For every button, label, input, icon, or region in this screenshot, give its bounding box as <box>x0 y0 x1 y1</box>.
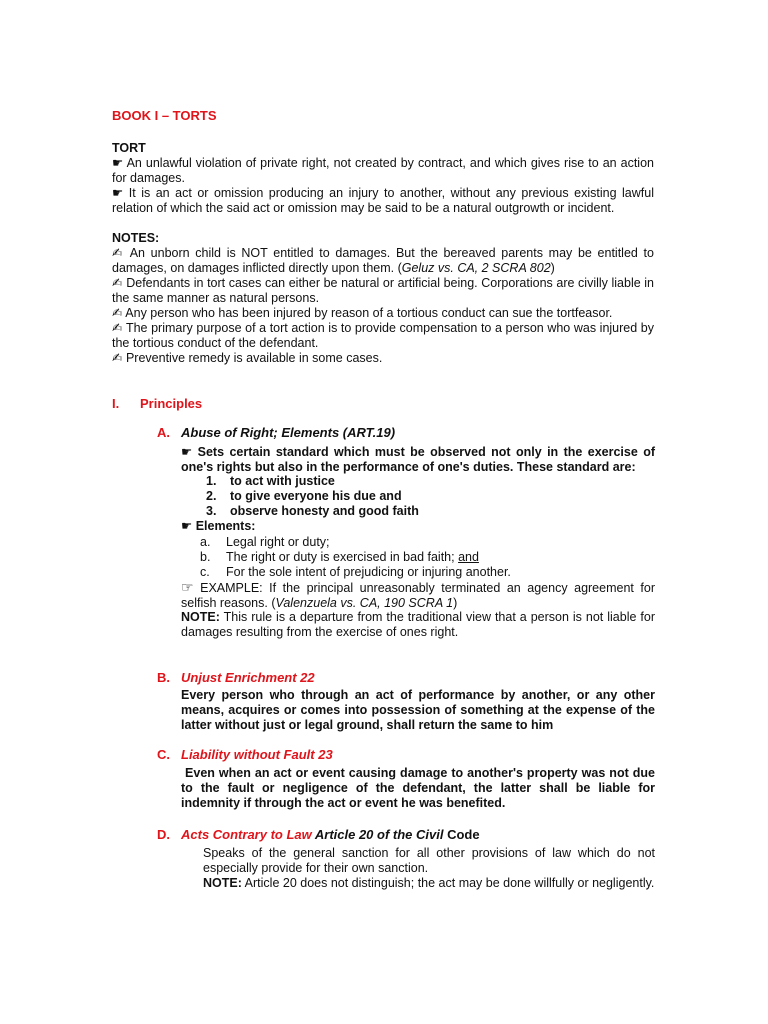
standards-intro: Sets certain standard which must be observed not only in the exercise of one's rights but also in the performance of one's duties. These standard are: <box>181 445 655 474</box>
section-d-note <box>203 876 655 891</box>
section-c-title <box>157 747 333 762</box>
elements-list <box>200 535 511 580</box>
section-c-body: Even when an act or event causing damage to another's property was not due to the fault or negligence of the defendant, the latter shall be liable for indemnity if through the act or event he was benefited. <box>181 766 655 810</box>
writing-hand-icon: ✍ <box>112 246 125 260</box>
example-block: ☞ EXAMPLE: If the principal unreasonably terminated an agency agreement for selfish reasons. (Valenzuela vs. CA, 190 SCRA 1) <box>181 579 655 610</box>
section-letter: D. <box>157 827 170 842</box>
principles-heading <box>112 396 202 411</box>
section-letter: C. <box>157 747 170 762</box>
pointing-hand-icon: ☛ <box>112 156 124 170</box>
book-title: BOOK I – TORTS <box>112 108 217 123</box>
principles-number: I. <box>112 396 120 411</box>
note-text: Article 20 does not distinguish; the act may be done willfully or negligently. <box>241 876 655 890</box>
list-item: c. For the sole intent of prejudicing or injuring another. <box>200 565 511 579</box>
writing-hand-icon: ✍ <box>112 351 123 365</box>
list-item: 3. observe honesty and good faith <box>206 504 419 518</box>
tort-item <box>112 186 654 216</box>
principles-title: Principles <box>140 396 203 411</box>
list-item: 1. to act with justice <box>206 474 335 488</box>
tort-section <box>112 141 654 216</box>
note-label: NOTE: <box>203 876 242 890</box>
section-title: Unjust Enrichment 22 <box>181 670 315 685</box>
elements-heading <box>181 519 255 534</box>
note-item <box>112 246 654 276</box>
section-title: Acts Contrary to Law <box>181 827 312 842</box>
section-title-tail: Code <box>443 827 480 842</box>
tort-item-text: It is an act or omission producing an injury to another, without any previous existing lawful relation of which the said act or omission may be said to be a natural outgrowth or incident. <box>112 186 654 215</box>
note-item <box>112 351 654 366</box>
note-text: Any person who has been injured by reason of a tortious conduct can sue the tortfeasor. <box>125 306 613 320</box>
writing-hand-icon: ✍ <box>112 321 123 335</box>
note-text: This rule is a departure from the traditional view that a person is not liable for damages resulting from the exercise of ones right. <box>181 610 655 639</box>
tort-heading: TORT <box>112 141 146 155</box>
note-block <box>181 610 655 640</box>
section-title: Liability without Fault 23 <box>181 747 333 762</box>
tort-item-text: An unlawful violation of private right, not created by contract, and which gives rise to an action for damages. <box>112 156 654 185</box>
case-citation: Valenzuela vs. CA, 190 SCRA 1 <box>275 596 454 610</box>
note-text: Defendants in tort cases can either be natural or artificial being. Corporations are civilly liable in the same manner as natural persons. <box>112 276 655 305</box>
note-text: ) <box>550 261 555 275</box>
writing-hand-icon: ✍ <box>112 306 123 320</box>
section-a <box>157 425 657 440</box>
notes-heading: NOTES: <box>112 231 160 245</box>
note-label: NOTE: <box>181 610 220 624</box>
elements-label: Elements: <box>195 519 256 533</box>
note-item <box>112 321 654 351</box>
section-b-body: Every person who through an act of performance by another, or any other means, acquires or comes into possession of something at the expense of the latter without just or legal ground, shall return the same to him <box>181 688 655 732</box>
pointing-hand-icon: ☛ <box>112 186 124 200</box>
section-a-title <box>157 425 657 440</box>
note-item <box>112 306 654 321</box>
note-item <box>112 276 654 306</box>
section-d-body: Speaks of the general sanction for all other provisions of law which do not especially provide for their own sanction. <box>203 846 655 875</box>
section-d-title <box>157 827 480 842</box>
note-text: Preventive remedy is available in some cases. <box>125 351 383 365</box>
case-citation: Geluz vs. CA, 2 SCRA 802 <box>401 261 551 275</box>
writing-hand-icon: ✍ <box>112 276 123 290</box>
section-letter: B. <box>157 670 170 685</box>
section-title-article: Article 20 of the Civil <box>311 827 444 842</box>
notes-section <box>112 231 654 366</box>
pointing-hand-icon: ☛ <box>181 519 193 533</box>
standards-list <box>206 474 419 519</box>
section-b-title <box>157 670 315 685</box>
list-item: 2. to give everyone his due and <box>206 489 402 503</box>
list-item: a. Legal right or duty; <box>200 535 330 549</box>
note-text: The primary purpose of a tort action is to provide compensation to a person who was injured by the tortious conduct of the defendant. <box>112 321 654 350</box>
section-a-standards <box>181 445 655 475</box>
section-letter: A. <box>157 425 170 440</box>
section-title: Abuse of Right; Elements (ART.19) <box>181 425 396 440</box>
note-text: An unborn child is NOT entitled to damages. But the bereaved parents may be entitled to damages, on damages inflicted directly upon them. ( <box>112 246 654 275</box>
list-item: b. The right or duty is exercised in bad faith; and <box>200 550 479 564</box>
tort-item <box>112 156 654 186</box>
pointing-hand-icon: ☛ <box>181 445 193 459</box>
hand-pointing-right-icon: ☞ <box>181 579 194 595</box>
